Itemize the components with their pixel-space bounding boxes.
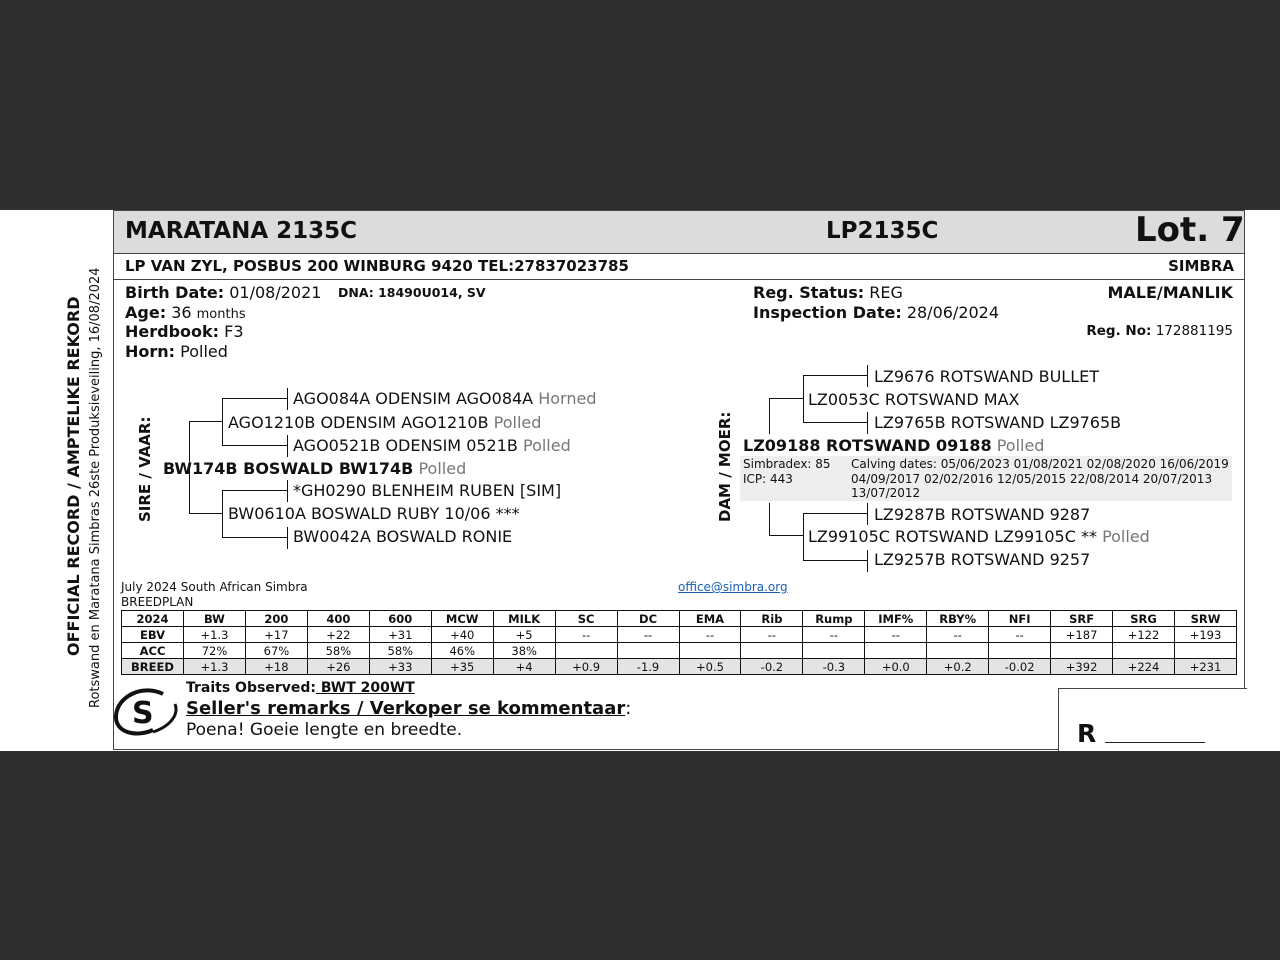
ebv-value-cell: +1.3 xyxy=(184,659,246,675)
ebv-header-cell: IMF% xyxy=(865,611,927,627)
dam-bracket-bottom xyxy=(769,535,803,536)
ebv-value-cell: +22 xyxy=(307,627,369,643)
ebv-value-cell: +224 xyxy=(1113,659,1175,675)
ebv-value-cell: -- xyxy=(927,627,989,643)
ebv-header-cell: Rib xyxy=(741,611,803,627)
ebv-value-cell xyxy=(679,643,741,659)
dss-tick xyxy=(867,365,868,387)
ebv-value-cell: +0.2 xyxy=(927,659,989,675)
reg-status: Reg. Status: REG xyxy=(753,283,903,302)
ebv-value-cell: -- xyxy=(989,627,1051,643)
dam-bracket-upper xyxy=(769,398,770,434)
ebv-value-cell xyxy=(927,643,989,659)
sire-dam-sire: *GH0290 BLENHEIM RUBEN [SIM] xyxy=(293,481,562,500)
ebv-value-cell: 46% xyxy=(431,643,493,659)
logo-letter: S xyxy=(132,696,154,731)
title-bar xyxy=(114,211,1244,254)
sd-tick xyxy=(287,435,288,457)
simbradex: Simbradex: 85 xyxy=(743,457,831,471)
ebv-value-cell: +1.3 xyxy=(184,627,246,643)
dam-bracket-top xyxy=(769,398,803,399)
ebv-header-row xyxy=(122,611,1237,627)
ebv-row xyxy=(122,627,1237,643)
sire-sire-bracket xyxy=(222,398,223,446)
sire-dam-dam: BW0042A BOSWALD RONIE xyxy=(293,527,513,546)
ddd-tick xyxy=(867,550,868,572)
ebv-header-cell: DC xyxy=(617,611,679,627)
ebv-value-cell: -0.02 xyxy=(989,659,1051,675)
seller-remarks-heading: Seller's remarks / Verkoper se kommentaar: xyxy=(186,698,632,719)
ebv-value-cell: +0.9 xyxy=(555,659,617,675)
sire-dam-bracket-top xyxy=(222,490,287,491)
sire-sire-bracket-bottom xyxy=(222,445,287,446)
official-record-label: OFFICIAL RECORD / AMPTELIKE REKORD xyxy=(64,296,83,656)
ebv-value-cell: -- xyxy=(803,627,865,643)
ebv-row-header: EBV xyxy=(122,627,184,643)
dam-dam-sire: LZ9287B ROTSWAND 9287 xyxy=(874,505,1091,524)
ebv-value-cell: +122 xyxy=(1113,627,1175,643)
ebv-header-cell: BW xyxy=(184,611,246,627)
email-link[interactable]: office@simbra.org xyxy=(678,580,788,594)
sire-label: SIRE / VAAR: xyxy=(136,416,154,522)
ebv-header-cell: EMA xyxy=(679,611,741,627)
ebv-value-cell: 58% xyxy=(369,643,431,659)
ebv-value-cell xyxy=(803,643,865,659)
ebv-value-cell: -0.2 xyxy=(741,659,803,675)
calving-info-panel xyxy=(740,456,1232,501)
sire-bracket-top xyxy=(189,421,222,422)
dd-tick xyxy=(287,527,288,549)
ebv-value-cell xyxy=(1175,643,1237,659)
calving-dates-3: 13/07/2012 xyxy=(851,486,921,500)
dam-sire-bracket-top xyxy=(803,375,867,376)
inspection-date: Inspection Date: 28/06/2024 xyxy=(753,303,1000,322)
ebv-value-cell xyxy=(555,643,617,659)
sire-dam-bracket xyxy=(222,490,223,538)
ebv-header-cell: MCW xyxy=(431,611,493,627)
reg-number: Reg. No: 172881195 xyxy=(1086,323,1233,339)
ebv-row-header: BREED xyxy=(122,659,184,675)
ebv-value-cell: -- xyxy=(865,627,927,643)
ebv-value-cell: +231 xyxy=(1175,659,1237,675)
ebv-table xyxy=(121,610,1237,675)
ebv-value-cell: +17 xyxy=(245,627,307,643)
ebv-value-cell: +187 xyxy=(1051,627,1113,643)
breed-avg-row xyxy=(122,659,1237,675)
ebv-value-cell xyxy=(989,643,1051,659)
dam-bracket-lower xyxy=(769,503,770,536)
ebv-value-cell: +26 xyxy=(307,659,369,675)
dna-info: DNA: 18490U014, SV xyxy=(338,285,486,300)
ebv-value-cell: -1.9 xyxy=(617,659,679,675)
ds-tick xyxy=(287,480,288,502)
sire-dam: BW0610A BOSWALD RUBY 10/06 *** xyxy=(228,504,520,523)
ebv-value-cell: +392 xyxy=(1051,659,1113,675)
ebv-header-cell: SC xyxy=(555,611,617,627)
ebv-value-cell xyxy=(617,643,679,659)
ebv-value-cell: 72% xyxy=(184,643,246,659)
ebv-value-cell: 67% xyxy=(245,643,307,659)
breedplan-source: July 2024 South African Simbra xyxy=(121,580,308,594)
price-box xyxy=(1058,688,1247,751)
age: Age: 36 months xyxy=(125,303,246,322)
ebv-header-cell: Rump xyxy=(803,611,865,627)
acc-row xyxy=(122,643,1237,659)
ebv-value-cell: +35 xyxy=(431,659,493,675)
dam-dam-bracket-top xyxy=(803,513,867,514)
ebv-value-cell xyxy=(1113,643,1175,659)
ebv-header-cell: MILK xyxy=(493,611,555,627)
ebv-value-cell: -- xyxy=(617,627,679,643)
sire-sire-sire: AGO084A ODENSIM AGO084A Horned xyxy=(293,389,597,408)
ebv-value-cell: +193 xyxy=(1175,627,1237,643)
ebv-header-cell: 400 xyxy=(307,611,369,627)
ebv-value-cell xyxy=(741,643,803,659)
owner-bar xyxy=(114,254,1244,280)
dam-dam-dam: LZ9257B ROTSWAND 9257 xyxy=(874,550,1091,569)
dam-name: LZ09188 ROTSWAND 09188 Polled xyxy=(743,436,1045,455)
ebv-value-cell: -0.3 xyxy=(803,659,865,675)
ebv-header-cell: 600 xyxy=(369,611,431,627)
ebv-value-cell: -- xyxy=(741,627,803,643)
dam-sire: LZ0053C ROTSWAND MAX xyxy=(808,390,1020,409)
dam-sire-bracket-bottom xyxy=(803,422,867,423)
dam-label: DAM / MOER: xyxy=(716,411,734,522)
dds-tick xyxy=(867,503,868,525)
simbra-logo-icon xyxy=(113,686,179,740)
ebv-value-cell xyxy=(1051,643,1113,659)
sale-name-label: Rotswand en Maratana Simbras 26ste Produksieveiling, 16/08/2024 xyxy=(88,267,103,708)
ebv-value-cell: +40 xyxy=(431,627,493,643)
horn-status: Horn: Polled xyxy=(125,342,228,361)
ebv-value-cell: +4 xyxy=(493,659,555,675)
sire-bracket-bottom xyxy=(189,513,222,514)
ebv-value-cell: +31 xyxy=(369,627,431,643)
ebv-value-cell: +18 xyxy=(245,659,307,675)
ebv-value-cell xyxy=(865,643,927,659)
side-caption xyxy=(62,250,110,710)
ebv-header-cell: RBY% xyxy=(927,611,989,627)
sex: MALE/MANLIK xyxy=(1107,283,1233,302)
animal-name: MARATANA 2135C xyxy=(125,218,358,244)
traits-observed: Traits Observed: BWT 200WT xyxy=(186,680,415,696)
dam-dam-bracket-bottom xyxy=(803,560,867,561)
ebv-value-cell: -- xyxy=(555,627,617,643)
ebv-value-cell: 38% xyxy=(493,643,555,659)
sire-sire-dam: AGO0521B ODENSIM 0521B Polled xyxy=(293,436,571,455)
ss-tick xyxy=(287,388,288,410)
ebv-value-cell: +5 xyxy=(493,627,555,643)
breed-name: SIMBRA xyxy=(1168,257,1234,275)
ebv-value-cell: +0.0 xyxy=(865,659,927,675)
ebv-value-cell: +33 xyxy=(369,659,431,675)
animal-code: LP2135C xyxy=(826,218,939,244)
lot-number: Lot. 7 xyxy=(1135,210,1245,250)
ebv-value-cell: -- xyxy=(679,627,741,643)
ebv-value-cell: +0.5 xyxy=(679,659,741,675)
dam-dam-bracket xyxy=(803,513,804,561)
ebv-value-cell: 58% xyxy=(307,643,369,659)
calving-dates-1: Calving dates: 05/06/2023 01/08/2021 02/08/2020 16/06/2019 xyxy=(851,457,1229,471)
ebv-year-cell: 2024 xyxy=(122,611,184,627)
ebv-header-cell: 200 xyxy=(245,611,307,627)
owner-details: LP VAN ZYL, POSBUS 200 WINBURG 9420 TEL:27837023785 xyxy=(125,257,629,275)
ebv-row-header: ACC xyxy=(122,643,184,659)
price-blank: __________________ xyxy=(1105,729,1204,744)
sire-dam-bracket-bottom xyxy=(222,537,287,538)
ebv-header-cell: NFI xyxy=(989,611,1051,627)
sire-sire: AGO1210B ODENSIM AGO1210B Polled xyxy=(228,413,542,432)
calving-dates-2: 04/09/2017 02/02/2016 12/05/2015 22/08/2014 20/07/2013 xyxy=(851,472,1213,486)
dam-sire-bracket xyxy=(803,375,804,423)
breedplan-label: BREEDPLAN xyxy=(121,595,194,609)
price-currency: R xyxy=(1077,719,1097,748)
ebv-header-cell: SRG xyxy=(1113,611,1175,627)
ebv-header-cell: SRW xyxy=(1175,611,1237,627)
herdbook: Herdbook: F3 xyxy=(125,322,244,341)
dam-sire-sire: LZ9676 ROTSWAND BULLET xyxy=(874,367,1099,386)
dsd-tick xyxy=(867,412,868,434)
dam-sire-dam: LZ9765B ROTSWAND LZ9765B xyxy=(874,413,1122,432)
dam-dam: LZ99105C ROTSWAND LZ99105C ** Polled xyxy=(808,527,1150,546)
ebv-header-cell: SRF xyxy=(1051,611,1113,627)
birth-date: Birth Date: 01/08/2021 xyxy=(125,283,322,302)
icp: ICP: 443 xyxy=(743,472,793,486)
sire-sire-bracket-top xyxy=(222,398,287,399)
seller-comment: Poena! Goeie lengte en breedte. xyxy=(186,720,463,740)
sire-name: BW174B BOSWALD BW174B Polled xyxy=(163,459,467,478)
